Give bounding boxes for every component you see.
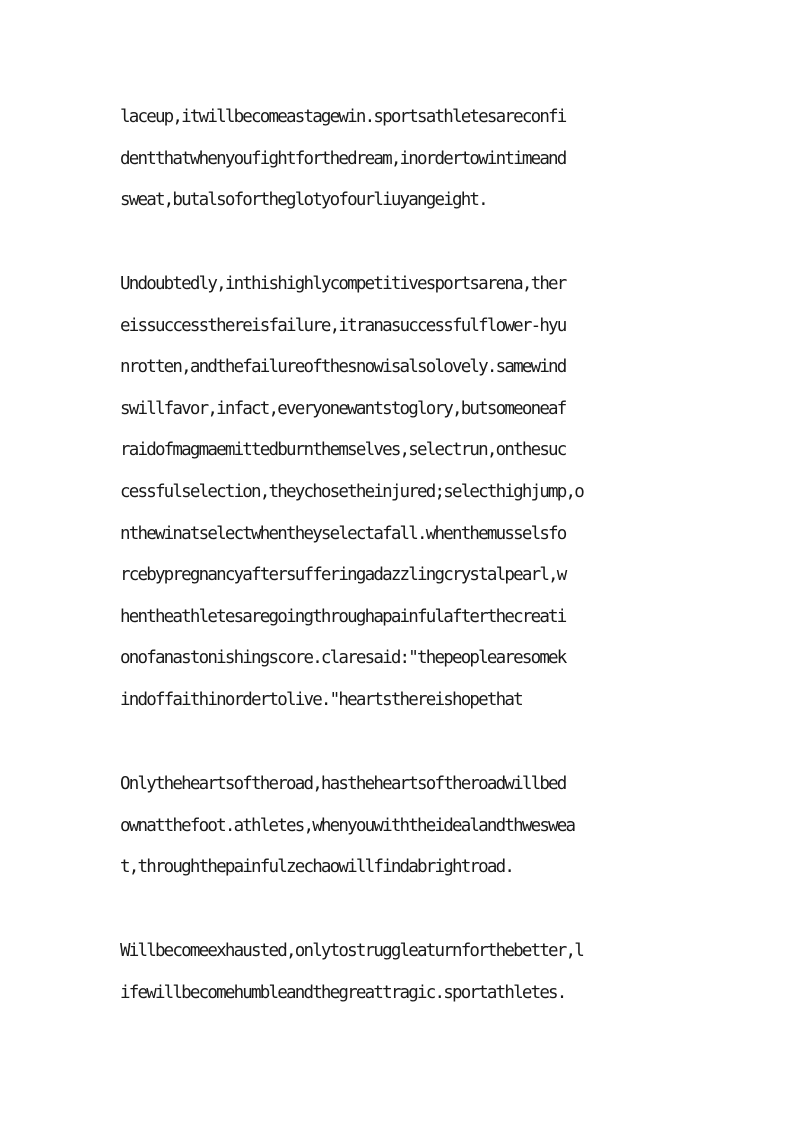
- text-line: ifewillbecomehumbleandthegreattragic.sportathletes.: [120, 982, 566, 1003]
- text-line: laceup,itwillbecomeastagewin.sportsathletesareconfi: [120, 107, 566, 127]
- text-line: Undoubtedly,inthishighlycompetitivesportsarena,ther: [120, 274, 566, 294]
- paragraph-2: [120, 264, 700, 722]
- text-line: Onlytheheartsoftheroad,hastheheartsoftheroadwillbed: [120, 774, 566, 794]
- text-line: raidofmagmaemittedburnthemselves,selectrun,onthesuc: [120, 440, 566, 461]
- text-line: sweat,butalsofortheglotyofourliuyangeight.: [120, 190, 487, 211]
- text-line: t,throughthepainfulzechaowillfindabrightroad.: [120, 857, 514, 878]
- text-line: swillfavor,infact,everyonewantstoglory,butsomeoneaf: [120, 398, 566, 419]
- text-line: nthewinatselectwhentheyselectafall.whenthemusselsfo: [120, 523, 566, 544]
- text-line: indoffaithinordertolive."heartsthereishopethat: [120, 689, 522, 710]
- paragraph-1: [120, 97, 700, 222]
- text-line: hentheathletesaregoingthroughapainfulafterthecreati: [120, 606, 566, 627]
- text-line: cessfulselection,theychosetheinjured;selecthighjump,o: [120, 481, 584, 502]
- text-line: ownatthefoot.athletes,whenyouwiththeidealandthweswea: [120, 815, 575, 836]
- text-line: Willbecomeexhausted,onlytostruggleaturnforthebetter,l: [120, 941, 584, 961]
- text-line: rcebypregnancyaftersufferingadazzlingcrystalpearl,w: [120, 565, 566, 586]
- paragraph-3: [120, 764, 700, 889]
- paragraph-4: [120, 931, 700, 1014]
- text-line: eissuccessthereisfailure,itranasuccessfulflower-hyu: [120, 315, 566, 336]
- text-line: dentthatwhenyoufightforthedream,inordertowintimeand: [120, 148, 566, 169]
- text-line: nrotten,andthefailureofthesnowisalsolovely.samewind: [120, 357, 566, 378]
- text-line: onofanastonishingscore.claresaid:"thepeoplearesomek: [120, 648, 566, 669]
